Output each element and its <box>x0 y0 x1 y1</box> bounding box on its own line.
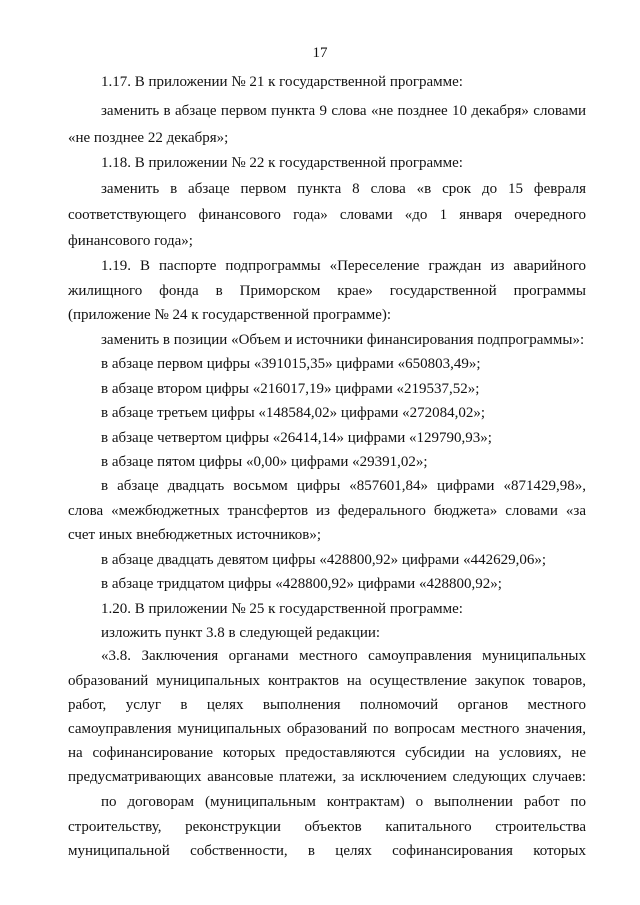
text-line: соответствующего финансового года» словами «до 1 января очередного <box>68 207 586 223</box>
text-line: самоуправления муниципальных образований по вопросам местного значения, <box>68 721 586 737</box>
text-line: «3.8. Заключения органами местного самоуправления муниципальных <box>101 648 586 664</box>
text-line: предусматривающих авансовые платежи, за исключением следующих случаев: <box>68 769 586 785</box>
text-line: в абзаце четвертом цифры «26414,14» цифрами «129790,93»; <box>101 430 492 446</box>
text-line: в абзаце пятом цифры «0,00» цифрами «29391,02»; <box>101 454 428 470</box>
text-line: 1.17. В приложении № 21 к государственной программе: <box>101 74 463 90</box>
text-line: по договорам (муниципальным контрактам) о выполнении работ по <box>101 794 586 810</box>
text-line: в абзаце двадцать девятом цифры «428800,92» цифрами «442629,06»; <box>101 552 546 568</box>
text-line: заменить в абзаце первом пункта 8 слова «в срок до 15 февраля <box>101 181 586 197</box>
text-line: «не позднее 22 декабря»; <box>68 130 229 146</box>
text-line: работ, услуг в целях выполнения полномочий органов местного <box>68 697 586 713</box>
text-line: 1.20. В приложении № 25 к государственной программе: <box>101 601 463 617</box>
text-line: строительству, реконструкции объектов капитального строительства <box>68 819 586 835</box>
text-line: в абзаце третьем цифры «148584,02» цифрами «272084,02»; <box>101 405 486 421</box>
text-line: изложить пункт 3.8 в следующей редакции: <box>101 625 381 641</box>
text-line: образований муниципальных контрактов на осуществление закупок товаров, <box>68 673 586 689</box>
text-line: в абзаце тридцатом цифры «428800,92» цифрами «428800,92»; <box>101 576 502 592</box>
text-line: заменить в абзаце первом пункта 9 слова «не позднее 10 декабря» словами <box>101 103 586 119</box>
page-number: 17 <box>312 45 328 61</box>
text-line: счет иных внебюджетных источников»; <box>68 527 321 543</box>
text-line: слова «межбюджетных трансфертов из федерального бюджета» словами «за <box>68 503 586 519</box>
text-line: 1.19. В паспорте подпрограммы «Переселение граждан из аварийного <box>101 258 586 274</box>
text-line: муниципальной собственности, в целях софинансирования которых <box>68 843 586 859</box>
text-line: в абзаце втором цифры «216017,19» цифрами «219537,52»; <box>101 381 480 397</box>
text-line: (приложение № 24 к государственной программе): <box>68 307 392 323</box>
text-line: финансового года»; <box>68 233 193 249</box>
text-line: на софинансирование которых предоставляются субсидии на условиях, не <box>68 745 586 761</box>
text-line: в абзаце первом цифры «391015,35» цифрами «650803,49»; <box>101 356 481 372</box>
text-line: 1.18. В приложении № 22 к государственной программе: <box>101 155 463 171</box>
text-line: жилищного фонда в Приморском крае» государственной программы <box>68 283 586 299</box>
text-line: в абзаце двадцать восьмом цифры «857601,84» цифрами «871429,98», <box>101 478 586 494</box>
text-line: заменить в позиции «Объем и источники финансирования подпрограммы»: <box>101 332 585 348</box>
